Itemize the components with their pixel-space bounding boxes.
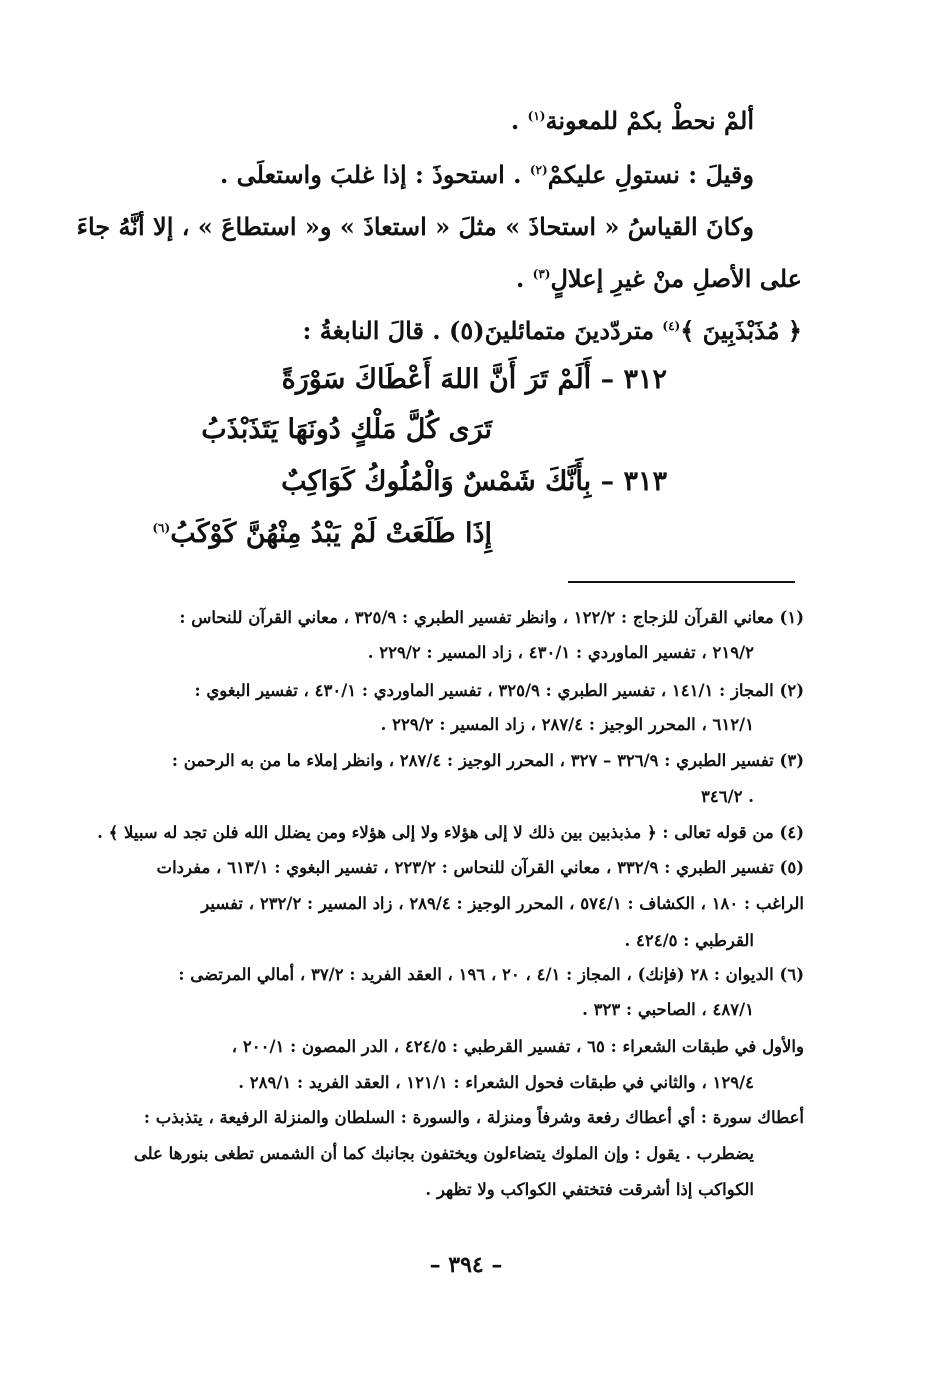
footnote-line: أعطاك سورة : أي أعطاك رفعة وشرفاً ومنزلة ، والسورة : السلطان والمنزلة الرفيعة ، يتذبذب : bbox=[143, 1108, 804, 1127]
footnote-line: والأول في طبقات الشعراء : ٦٥ ، تفسير القرطبي : ٤٢٤/٥ ، الدر المصون : ٢٠٠/١ ، bbox=[231, 1037, 804, 1056]
footnote-ref-1: (١) bbox=[527, 109, 546, 123]
main-line-2: وقيلَ : نستولِ عليكمْ$^{(٢)}$ . استحوذَ : إذا غلبَ واستعلَى . bbox=[219, 160, 754, 189]
footnote-line: ٣٤٦/٢ . bbox=[701, 787, 754, 806]
main-line-5: ﴿ مُذَبْذَبِينَ ﴾$^{(٤)}$ متردّدينَ متمائلينَ(٥) . قالَ النابغةُ : bbox=[302, 316, 802, 345]
footnote-line: الراغب : ١٨٠ ، الكشاف : ٥٧٤/١ ، المحرر الوجيز : ٢٨٩/٤ ، زاد المسير : ٢٣٢/٢ ، تفسير bbox=[201, 894, 804, 913]
footnote-line: ٤٨٧/١ ، الصاحبي : ٣٢٣ . bbox=[582, 1000, 754, 1019]
footnote-line: (٢) المجاز : ١٤١/١ ، تفسير الطبري : ٣٢٥/٩ ، تفسير الماوردي : ٤٣٠/١ ، تفسير البغوي : bbox=[194, 681, 804, 700]
footnote-line: يضطرب . يقول : وإن الملوك يتضاءلون ويختفون بجانبك كما أن الشمس تطغى بنورها على bbox=[133, 1144, 754, 1163]
poem-verse-312-first: ٣١٢ – أَلَمْ تَرَ أَنَّ اللهَ أَعْطَاكَ سَوْرَةً bbox=[281, 364, 667, 395]
footnote-line: ١٢٩/٤ ، والثاني في طبقات فحول الشعراء : ١٢١/١ ، العقد الفريد : ٢٨٩/١ . bbox=[238, 1073, 754, 1092]
poem-verse-313-second: إِذَا طَلَعَتْ لَمْ يَبْدُ مِنْهُنَّ كَوْكَبُ$^{(٦)}$ bbox=[152, 518, 492, 549]
footnote-separator bbox=[568, 581, 795, 583]
poem-verse-313-first: ٣١٣ – بِأَنَّكَ شَمْسٌ وَالْمُلُوكُ كَوَاكِبٌ bbox=[281, 466, 667, 497]
footnote-ref-4: (٤) bbox=[662, 319, 681, 333]
footnote-line: (٥) تفسير الطبري : ٣٣٢/٩ ، معاني القرآن للنحاس : ٢٢٣/٢ ، تفسير البغوي : ٦١٣/١ ، مفردات bbox=[156, 858, 804, 877]
footnote-ref-3: (٣) bbox=[532, 267, 551, 281]
poem-verse-312-second: تَرَى كُلَّ مَلْكٍ دُونَهَا يَتَذَبْذَبُ bbox=[201, 414, 492, 445]
footnote-line: ٢١٩/٢ ، تفسير الماوردي : ٤٣٠/١ ، زاد المسير : ٢٢٩/٢ . bbox=[367, 643, 754, 662]
footnote-line: ٦١٢/١ ، المحرر الوجيز : ٢٨٧/٤ ، زاد المسير : ٢٢٩/٢ . bbox=[380, 715, 754, 734]
footnote-line: (٦) الديوان : ٢٨ (فإنك) ، المجاز : ٤/١ ، ٢٠ ، ١٩٦ ، العقد الفريد : ٣٧/٢ ، أمالي المرتضى : bbox=[178, 965, 804, 984]
footnote-ref-2: (٢) bbox=[529, 163, 548, 177]
footnote-line: القرطبي : ٤٢٤/٥ . bbox=[624, 931, 754, 950]
footnote-line: (٤) من قوله تعالى : ﴿ مذبذبين بين ذلك لا إلى هؤلاء ولا إلى هؤلاء ومن يضلل الله فلن تجد له سبيلا ﴾ . bbox=[97, 823, 804, 842]
main-line-1: ألمْ نحطْ بكمْ للمعونة$^{(١)}$ . bbox=[510, 106, 754, 135]
footnote-line: (٣) تفسير الطبري : ٣٢٦/٩ – ٣٢٧ ، المحرر الوجيز : ٢٨٧/٤ ، وانظر إملاء ما من به الرحمن : bbox=[171, 751, 804, 770]
footnote-line: الكواكب إذا أشرقت فتختفي الكواكب ولا تظهر . bbox=[425, 1180, 754, 1199]
footnote-ref-6: (٦) bbox=[152, 521, 171, 535]
footnote-line: (١) معاني القرآن للزجاج : ١٢٢/٢ ، وانظر تفسير الطبري : ٣٢٥/٩ ، معاني القرآن للنحاس : bbox=[179, 608, 804, 627]
main-line-4: على الأصلِ منْ غيرِ إعلالٍ$^{(٣)}$ . bbox=[515, 264, 802, 293]
page-number: – ٣٩٤ – bbox=[429, 1252, 503, 1278]
main-line-3: وكانَ القياسُ « استحاذَ » مثلَ « استعاذَ » و« استطاعَ » ، إلا أنَّهُ جاءَ bbox=[76, 212, 754, 241]
